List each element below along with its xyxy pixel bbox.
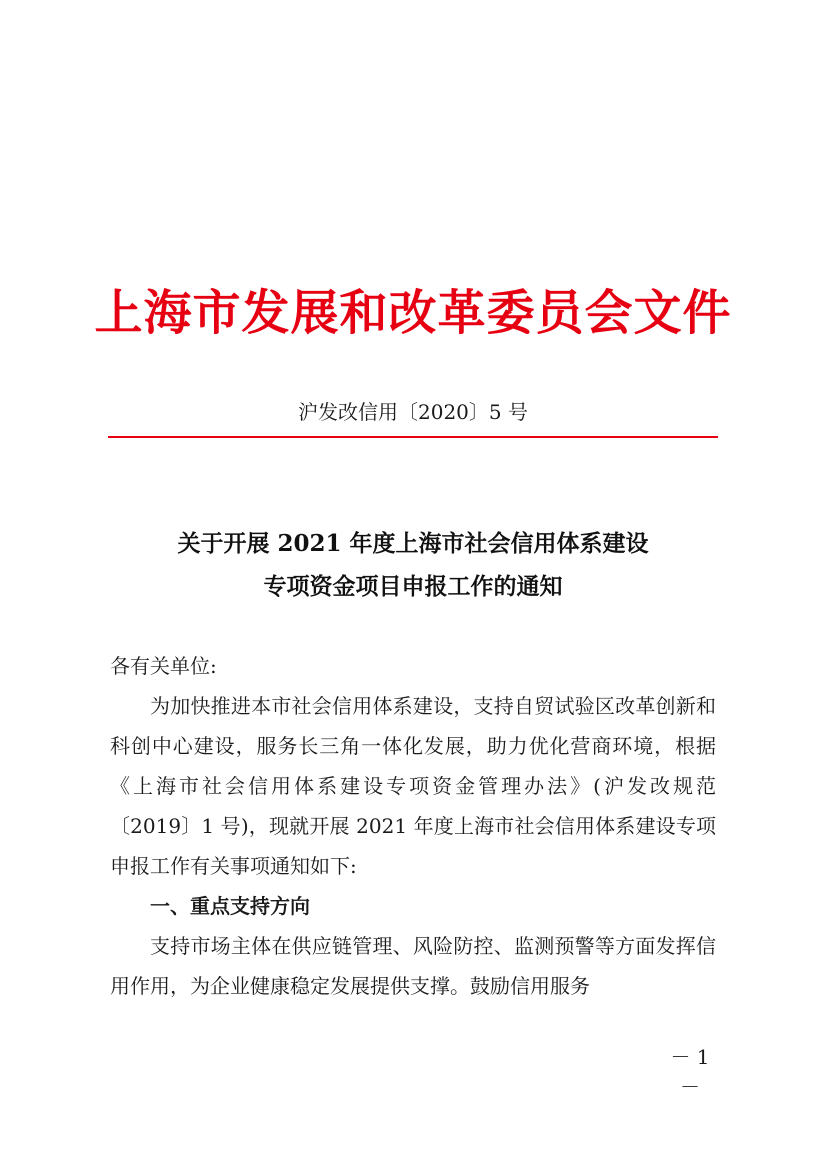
notice-title-line-2: 专项资金项目申报工作的通知 [263, 573, 563, 600]
salutation: 各有关单位: [110, 654, 217, 678]
masthead-title: 上海市发展和改革委员会文件 [94, 285, 732, 341]
notice-title [0, 522, 826, 608]
notice-title-line-1: 关于开展 2021 年度上海市社会信用体系建设 [177, 530, 649, 557]
document-body [110, 646, 716, 1006]
section-heading-1: 一、重点支持方向 [150, 894, 310, 918]
intro-paragraph: 为加快推进本市社会信用体系建设，支持自贸试验区改革创新和科创中心建设，服务长三角一体化发展，助力优化营商环境，根据《上海市社会信用体系建设专项资金管理办法》(沪发改规范〔2019〕1 号)，现就开展 2021 年度上海市社会信用体系建设专项申报工作有关事项通知如下: [110, 694, 716, 878]
support-direction-paragraph: 支持市场主体在供应链管理、风险防控、监测预警等方面发挥信用作用，为企业健康稳定发展提供支撑。鼓励信用服务 [110, 934, 716, 998]
red-separator-line [108, 436, 718, 438]
document-number: 沪发改信用〔2020〕5 号 [298, 400, 528, 424]
page-number: － 1 － [670, 1045, 710, 1099]
